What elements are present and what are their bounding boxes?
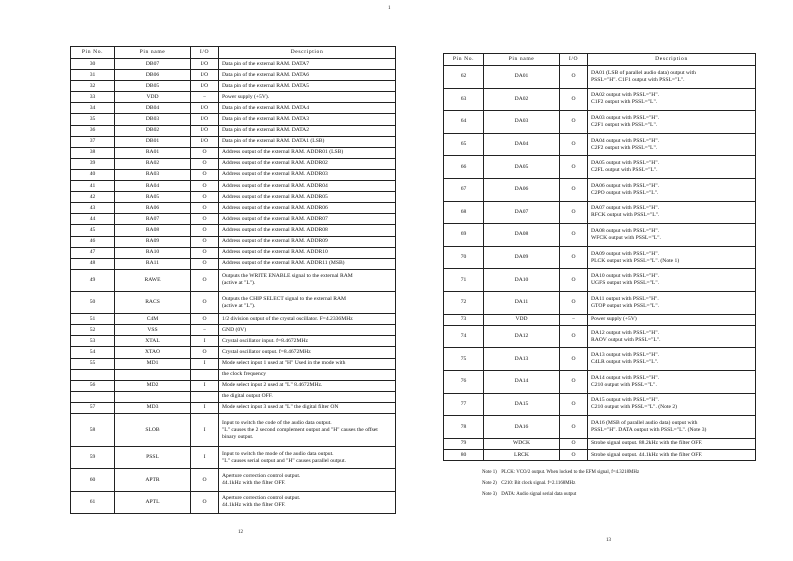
- pin-io: O: [191, 258, 219, 269]
- pin-description: Address output of the external RAM. ADDR03: [219, 169, 396, 180]
- pin-name: DA13: [484, 348, 560, 371]
- table-row: [71, 92, 396, 103]
- pin-io: I: [191, 447, 219, 469]
- pin-name: RA04: [115, 181, 191, 192]
- pin-io: O: [560, 111, 588, 134]
- pin-description: Crystal oscillator output. f=8.4672MHz: [219, 347, 396, 358]
- pin-description: Address output of the external RAM. ADDR04: [219, 181, 396, 192]
- table-row: [71, 225, 396, 236]
- pin-io: O: [191, 291, 219, 313]
- pin-io: I/O: [191, 103, 219, 114]
- pin-number: 80: [444, 450, 484, 461]
- pin-name: DA05: [484, 156, 560, 179]
- pin-io: O: [191, 347, 219, 358]
- pin-description: Address output of the external RAM. ADDR10: [219, 247, 396, 258]
- header-pin-name: Pin name: [484, 54, 560, 66]
- pin-number: 62: [444, 66, 484, 89]
- table-row: [71, 391, 396, 402]
- note-label: Note 2): [482, 481, 497, 487]
- table-row: [444, 246, 756, 269]
- pin-io: O: [191, 203, 219, 214]
- pin-name: DA01: [484, 66, 560, 89]
- pin-table-right: [443, 53, 756, 461]
- pin-name: MD1: [115, 358, 191, 369]
- pin-name: RA09: [115, 236, 191, 247]
- pin-name: DA06: [484, 178, 560, 201]
- table-row: [444, 371, 756, 394]
- note-text: DATA: Audio signal serial data output: [501, 492, 577, 498]
- pin-number: 37: [71, 136, 115, 147]
- pin-number: 46: [71, 236, 115, 247]
- pin-io: O: [191, 491, 219, 513]
- pin-io: [191, 391, 219, 402]
- pin-io: I/O: [191, 59, 219, 70]
- pin-name: DA09: [484, 246, 560, 269]
- pin-number: 53: [71, 336, 115, 347]
- pin-io: I/O: [191, 136, 219, 147]
- pin-number: 75: [444, 348, 484, 371]
- pin-description: Power supply (+5V): [588, 314, 756, 325]
- pin-io: I: [191, 358, 219, 369]
- pin-name: VSS: [115, 325, 191, 336]
- pin-name: DA07: [484, 201, 560, 224]
- pin-name: RA11: [115, 258, 191, 269]
- pin-io: O: [560, 133, 588, 156]
- table-row: [71, 192, 396, 203]
- pin-name: MD2: [115, 380, 191, 391]
- pin-description: Data pin of the external RAM. DATA4: [219, 103, 396, 114]
- table-row: [71, 114, 396, 125]
- pin-name: VDD: [115, 92, 191, 103]
- table-row: [71, 181, 396, 192]
- table-row: [71, 203, 396, 214]
- pin-number: 34: [71, 103, 115, 114]
- pin-name: DB03: [115, 114, 191, 125]
- pin-io: I: [191, 402, 219, 413]
- table-row: [71, 81, 396, 92]
- pin-number: 39: [71, 158, 115, 169]
- pin-number: 30: [71, 59, 115, 70]
- pin-name: DA14: [484, 371, 560, 394]
- pin-name: DA12: [484, 325, 560, 348]
- header-pin-name: Pin name: [115, 47, 191, 59]
- pin-io: O: [560, 416, 588, 439]
- pin-description: Data pin of the external RAM. DATA5: [219, 81, 396, 92]
- header-row: [444, 54, 756, 66]
- pin-name: SLOB: [115, 414, 191, 447]
- table-row: [71, 103, 396, 114]
- pin-io: O: [560, 224, 588, 247]
- pin-name: [115, 369, 191, 380]
- pin-io: O: [560, 269, 588, 292]
- pin-io: O: [191, 192, 219, 203]
- pin-description: Power supply (+5V).: [219, 92, 396, 103]
- table-row: [71, 402, 396, 413]
- header-row: [71, 47, 396, 59]
- table-row: [444, 416, 756, 439]
- pin-name: DA04: [484, 133, 560, 156]
- pin-name: [115, 391, 191, 402]
- pin-number: 32: [71, 81, 115, 92]
- pin-io: I/O: [191, 81, 219, 92]
- pin-io: I: [191, 414, 219, 447]
- pin-description: Outputs the WRITE ENABLE signal to the external RAM (active at "L").: [219, 269, 396, 291]
- table-row: [444, 393, 756, 416]
- pin-io: O: [560, 348, 588, 371]
- table-row: [71, 414, 396, 447]
- pin-description: Data pin of the external RAM. DATA1 (LSB): [219, 136, 396, 147]
- pin-number: 49: [71, 269, 115, 291]
- table-row: [444, 133, 756, 156]
- page-mark: 1: [388, 6, 391, 11]
- header-io: I/O: [560, 54, 588, 66]
- pin-description: Input to switch the mode of the audio data output. "L" causes serial output and "H" causes parallel output.: [219, 447, 396, 469]
- pin-io: I: [191, 336, 219, 347]
- pin-number: 33: [71, 92, 115, 103]
- pin-number: 43: [71, 203, 115, 214]
- pin-io: O: [560, 178, 588, 201]
- pin-number: 36: [71, 125, 115, 136]
- pin-name: DA03: [484, 111, 560, 134]
- table-row: [444, 291, 756, 314]
- table-row: [71, 469, 396, 491]
- table-row: [444, 66, 756, 89]
- pin-io: −: [191, 92, 219, 103]
- pin-name: LRCK: [484, 450, 560, 461]
- pin-description: DA02 output with PSSL="H". C1F2 output with PSSL="L".: [588, 88, 756, 111]
- pin-description: DA11 output with PSSL="H". GTOP output with PSSL="L".: [588, 291, 756, 314]
- pin-io: O: [560, 156, 588, 179]
- table-row: [71, 314, 396, 325]
- pin-name: RA07: [115, 214, 191, 225]
- pin-description: DA07 output with PSSL="H". RFCK output with PSSL="L".: [588, 201, 756, 224]
- pin-name: DA10: [484, 269, 560, 292]
- pin-number: 54: [71, 347, 115, 358]
- pin-io: O: [560, 438, 588, 449]
- table-row: [444, 111, 756, 134]
- pin-name: RA06: [115, 203, 191, 214]
- pin-description: DA09 output with PSSL="H". PLCK output with PSSL="L". (Note 1): [588, 246, 756, 269]
- pin-number: 40: [71, 169, 115, 180]
- pin-number: 61: [71, 491, 115, 513]
- left-table-body: [71, 59, 396, 514]
- table-row: [71, 258, 396, 269]
- pin-io: O: [560, 450, 588, 461]
- pin-number: 69: [444, 224, 484, 247]
- pin-name: DB06: [115, 70, 191, 81]
- pin-number: 48: [71, 258, 115, 269]
- pin-number: 45: [71, 225, 115, 236]
- pin-number: 73: [444, 314, 484, 325]
- table-row: [444, 348, 756, 371]
- pin-number: 76: [444, 371, 484, 394]
- table-row: [71, 125, 396, 136]
- pin-number: 70: [444, 246, 484, 269]
- table-row: [71, 236, 396, 247]
- pin-description: Mode select input 3 used at "L" the digital filter ON: [219, 402, 396, 413]
- pin-number: 63: [444, 88, 484, 111]
- table-row: [444, 224, 756, 247]
- pin-name: RACS: [115, 291, 191, 313]
- pin-io: O: [560, 371, 588, 394]
- pin-io: I/O: [191, 114, 219, 125]
- pin-description: Mode select input 1 used at "H" Used in the mode with: [219, 358, 396, 369]
- pin-io: O: [191, 314, 219, 325]
- pin-io: [191, 369, 219, 380]
- pin-name: APTR: [115, 469, 191, 491]
- pin-number: 78: [444, 416, 484, 439]
- pin-number: 74: [444, 325, 484, 348]
- pin-io: O: [560, 66, 588, 89]
- pin-name: DA08: [484, 224, 560, 247]
- pin-io: O: [191, 269, 219, 291]
- pin-name: DA15: [484, 393, 560, 416]
- pin-number: 44: [71, 214, 115, 225]
- pin-io: O: [191, 214, 219, 225]
- pin-number: 65: [444, 133, 484, 156]
- pin-number: 66: [444, 156, 484, 179]
- pin-description: Address output of the external RAM. ADDR08: [219, 225, 396, 236]
- pin-number: 41: [71, 181, 115, 192]
- table-row: [444, 269, 756, 292]
- pin-io: O: [560, 291, 588, 314]
- table-row: [71, 447, 396, 469]
- table-row: [71, 214, 396, 225]
- pin-description: DA13 output with PSSL="H". C4LR output with PSSL="L".: [588, 348, 756, 371]
- pin-description: Crystal oscillator input. f=8.4672MHz: [219, 336, 396, 347]
- pin-number: [71, 391, 115, 402]
- pin-description: DA08 output with PSSL="H". WFCK output with PSSL="L".: [588, 224, 756, 247]
- pin-name: DB05: [115, 81, 191, 92]
- pin-description: Address output of the external RAM. ADDR11 (MSB): [219, 258, 396, 269]
- pin-io: O: [191, 158, 219, 169]
- note-label: Note 3): [482, 492, 497, 498]
- pin-io: O: [560, 88, 588, 111]
- pin-io: O: [191, 236, 219, 247]
- pin-description: the digital output OFF.: [219, 391, 396, 402]
- pin-name: MD3: [115, 402, 191, 413]
- pin-name: RA10: [115, 247, 191, 258]
- note-1: [482, 467, 639, 478]
- pin-description: 1/2 division output of the crystal oscillator. F=4.2336MHz: [219, 314, 396, 325]
- pin-number: 59: [71, 447, 115, 469]
- pin-name: WDCK: [484, 438, 560, 449]
- pin-description: DA10 output with PSSL="H". UGFS output with PSSL="L".: [588, 269, 756, 292]
- table-row: [71, 70, 396, 81]
- pin-number: 68: [444, 201, 484, 224]
- pin-name: RA08: [115, 225, 191, 236]
- note-text: PLCK: VCO/2 output. When locked to the EFM signal, f=4.3218MHz: [501, 470, 640, 475]
- pin-io: O: [191, 147, 219, 158]
- pin-number: 60: [71, 469, 115, 491]
- table-row: [444, 450, 756, 461]
- pin-description: DA01 (LSB of parallel audio data) output with PSSL="H". C1F1 output with PSSL="L".: [588, 66, 756, 89]
- pin-number: 71: [444, 269, 484, 292]
- pin-name: VDD: [484, 314, 560, 325]
- pin-name: RAWE: [115, 269, 191, 291]
- page-number-right: 13: [606, 538, 611, 543]
- table-row: [71, 491, 396, 513]
- pin-name: XTAO: [115, 347, 191, 358]
- pin-name: RA03: [115, 169, 191, 180]
- pin-table-left: [70, 46, 396, 514]
- table-row: [71, 369, 396, 380]
- table-row: [71, 269, 396, 291]
- pin-description: GND (0V): [219, 325, 396, 336]
- pin-io: I/O: [191, 70, 219, 81]
- table-row: [71, 158, 396, 169]
- pin-name: DB02: [115, 125, 191, 136]
- pin-description: Address output of the external RAM. ADDR09: [219, 236, 396, 247]
- pin-number: 52: [71, 325, 115, 336]
- pin-description: Address output of the external RAM. ADDR05: [219, 192, 396, 203]
- pin-name: DA16: [484, 416, 560, 439]
- pin-name: DB07: [115, 59, 191, 70]
- pin-io: −: [560, 314, 588, 325]
- table-row: [444, 314, 756, 325]
- table-row: [71, 247, 396, 258]
- table-row: [444, 201, 756, 224]
- note-text: C210: Bit clock signal. f=2.1168MHz: [501, 481, 576, 487]
- pin-number: 64: [444, 111, 484, 134]
- pin-number: 31: [71, 70, 115, 81]
- pin-io: O: [191, 181, 219, 192]
- note-3: [482, 489, 639, 500]
- pin-number: 35: [71, 114, 115, 125]
- table-row: [444, 88, 756, 111]
- pin-description: Mode select input 2 used at "L" 8.4672MHz.: [219, 380, 396, 391]
- pin-io: O: [191, 169, 219, 180]
- pin-name: C4M: [115, 314, 191, 325]
- table-row: [444, 156, 756, 179]
- pin-description: the clock frequency: [219, 369, 396, 380]
- pin-description: Address output of the external RAM. ADDR02: [219, 158, 396, 169]
- pin-name: DA02: [484, 88, 560, 111]
- pin-number: 72: [444, 291, 484, 314]
- pin-number: 47: [71, 247, 115, 258]
- table-row: [444, 178, 756, 201]
- pin-number: 50: [71, 291, 115, 313]
- pin-name: PSSL: [115, 447, 191, 469]
- pin-description: Address output of the external RAM. ADDR06: [219, 203, 396, 214]
- pin-description: Aperture correction control output. 44.1kHz with the filter OFF.: [219, 469, 396, 491]
- pin-name: DA11: [484, 291, 560, 314]
- header-io: I/O: [191, 47, 219, 59]
- pin-description: DA05 output with PSSL="H". C2FL output with PSSL="L".: [588, 156, 756, 179]
- pin-name: DB01: [115, 136, 191, 147]
- pin-description: Input to switch the code of the audio data output. "L" causes the 2 second complement output and "H" causes the offset binary output.: [219, 414, 396, 447]
- pin-io: O: [560, 201, 588, 224]
- pin-description: Data pin of the external RAM. DATA3: [219, 114, 396, 125]
- pin-io: −: [191, 325, 219, 336]
- pin-io: O: [191, 469, 219, 491]
- pin-number: 42: [71, 192, 115, 203]
- note-label: Note 1): [482, 470, 497, 475]
- pin-io: I: [191, 380, 219, 391]
- pin-number: [71, 369, 115, 380]
- pin-io: O: [191, 247, 219, 258]
- pin-description: DA14 output with PSSL="H". C210 output with PSSL="L".: [588, 371, 756, 394]
- pin-description: Outputs the CHIP SELECT signal to the external RAM (active at "L").: [219, 291, 396, 313]
- pin-io: O: [560, 325, 588, 348]
- pin-number: 57: [71, 402, 115, 413]
- pin-description: DA03 output with PSSL="H". C2F1 output with PSSL="L".: [588, 111, 756, 134]
- page-number-left: 12: [238, 530, 243, 535]
- pin-number: 79: [444, 438, 484, 449]
- pin-description: Address output of the external RAM. ADDR07: [219, 214, 396, 225]
- table-row: [71, 380, 396, 391]
- table-row: [71, 136, 396, 147]
- pin-description: Address output of the external RAM. ADDR01 (LSB): [219, 147, 396, 158]
- notes: [482, 467, 639, 501]
- table-row: [71, 336, 396, 347]
- pin-name: RA05: [115, 192, 191, 203]
- pin-name: RA01: [115, 147, 191, 158]
- pin-description: DA16 (MSB of parallel audio data) output with PSSL="H". DATA output with PSSL="L". (Note 3): [588, 416, 756, 439]
- table-row: [71, 347, 396, 358]
- table-row: [71, 358, 396, 369]
- table-row: [71, 59, 396, 70]
- pin-number: 77: [444, 393, 484, 416]
- pin-description: Strobe signal output. 88.2kHz with the filter OFF.: [588, 438, 756, 449]
- pin-io: O: [191, 225, 219, 236]
- pin-description: DA06 output with PSSL="H". C2PO output with PSSL="L".: [588, 178, 756, 201]
- pin-number: 55: [71, 358, 115, 369]
- pin-description: Aperture correction control output. 44.1kHz with the filter OFF.: [219, 491, 396, 513]
- pin-description: Data pin of the external RAM. DATA6: [219, 70, 396, 81]
- pin-description: Data pin of the external RAM. DATA2: [219, 125, 396, 136]
- header-description: Description: [588, 54, 756, 66]
- table-row: [71, 291, 396, 313]
- pin-description: DA15 output with PSSL="H". C210 output with PSSL="L". (Note 2): [588, 393, 756, 416]
- pin-io: I/O: [191, 125, 219, 136]
- pin-description: Strobe signal output. 44.1kHz with the filter OFF.: [588, 450, 756, 461]
- pin-description: DA12 output with PSSL="H". RAOV output with PSSL="L".: [588, 325, 756, 348]
- pin-name: DB04: [115, 103, 191, 114]
- pin-number: 58: [71, 414, 115, 447]
- header-description: Description: [219, 47, 396, 59]
- pin-number: 38: [71, 147, 115, 158]
- pin-io: O: [560, 246, 588, 269]
- pin-description: Data pin of the external RAM. DATA7: [219, 59, 396, 70]
- table-row: [444, 438, 756, 449]
- table-row: [71, 147, 396, 158]
- note-2: [482, 478, 639, 489]
- pin-name: XTAL: [115, 336, 191, 347]
- header-pin-no: Pin No.: [444, 54, 484, 66]
- pin-number: 51: [71, 314, 115, 325]
- right-table-body: [444, 66, 756, 461]
- pin-number: 56: [71, 380, 115, 391]
- pin-io: O: [560, 393, 588, 416]
- header-pin-no: Pin No.: [71, 47, 115, 59]
- table-row: [444, 325, 756, 348]
- table-row: [71, 169, 396, 180]
- pin-name: RA02: [115, 158, 191, 169]
- pin-number: 67: [444, 178, 484, 201]
- pin-description: DA04 output with PSSL="H". C2F2 output with PSSL="L".: [588, 133, 756, 156]
- pin-name: APTL: [115, 491, 191, 513]
- table-row: [71, 325, 396, 336]
